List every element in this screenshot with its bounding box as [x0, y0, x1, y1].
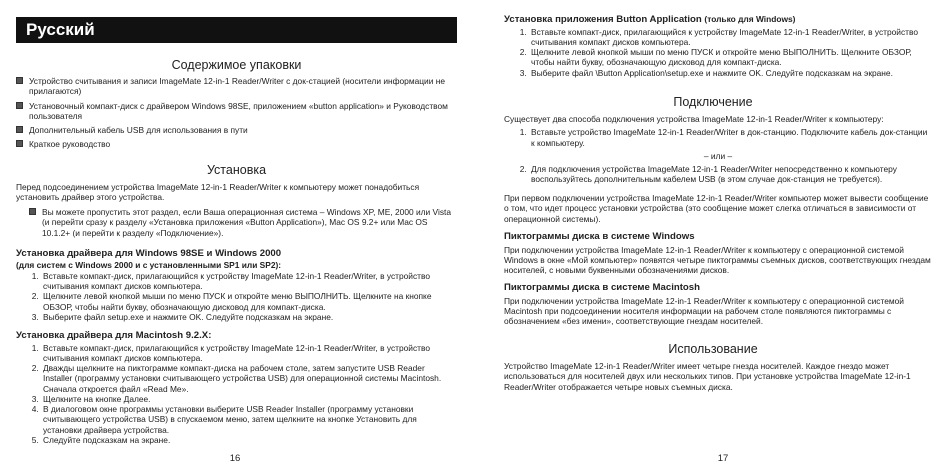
list-item: Краткое руководство [16, 139, 454, 149]
win-icons-section: Пиктограммы диска в системе Windows При подключении устройства ImageMate 12-in-1 Reader/Writer к компьютеру с операционной системой Windows в окне «Мой компьютер» появятся четыре пиктограммы съемных дисков, соответствующих гнездам носителей, с новыми буквенными обозначениями дисков. [504, 231, 931, 276]
usage-heading: Использование [668, 342, 758, 356]
list-item: 3. Выберите файл \Button Application\setup.exe и нажмите OK. Следуйте подсказкам на экране. [529, 68, 932, 78]
usage-text: Устройство ImageMate 12-in-1 Reader/Writer имеет четыре гнезда носителей. Каждое гнездо может использоваться для носителей двух или нескольких типов. При установке устройства ImageMate 12-in-1 Reader/Writer отображается четыре новых съемных диска. [504, 361, 911, 392]
bullet-square-icon [29, 208, 36, 215]
mac-icons-section: Пиктограммы диска в системе Macintosh При подключении устройства ImageMate 12-in-1 Reader/Writer к компьютеру с операционной системой Macintosh при подсоединении носителя информации на рабочем столе появляются пиктограммы с обозначением «без имени», соответствующие гнездам носителей. [504, 282, 932, 326]
language-banner: Русский [16, 17, 457, 43]
list-item: 1. Вставьте устройство ImageMate 12-in-1 Reader/Writer в док-станцию. Подключите кабель док-станции к компьютеру. [529, 127, 932, 148]
bullet-square-icon [16, 140, 23, 147]
list-item: Установочный компакт-диск с драйвером Windows 98SE, приложением «button application» и Руководством пользователя [16, 101, 454, 122]
list-item: 1. Вставьте компакт-диск, прилагающийся к устройству ImageMate 12-in-1 Reader/Writer, в устройство считывания компакт дисков компьютера. [41, 271, 454, 292]
mac-driver-steps [16, 343, 454, 446]
win-driver-steps [16, 271, 454, 322]
connect-section: Существует два способа подключения устройства ImageMate 12-in-1 Reader/Writer к компьютеру: 1. Вставьте устройство ImageMate 12-in-1 Reader/Writer в док-станцию. Подключите кабель док-станции к компьютеру. – или – 2. Для подключения устройства ImageMate 12-in-1 Reader/Writer непосредственно к компьютеру воспользуйтесь дополнительным кабелем USB (в этом случае док-станция не требуется). [504, 114, 932, 185]
connect-steps [504, 127, 932, 148]
install-heading: Установка [206, 163, 267, 177]
skip-note: Вы можете пропустить этот раздел, если Ваша операционная система – Windows XP, ME, 2000 или Vista (и перейти сразу к разделу «Установка приложения «Button Application»), Mac OS 9.2+ или Mac OS 10.1.2+ (и перейти к разделу «Подключение»). [16, 207, 454, 242]
or-divider: – или – [703, 150, 733, 161]
right-page [475, 0, 950, 467]
contents-heading: Содержимое упаковки [171, 58, 302, 72]
page-number: 17 [717, 453, 729, 464]
list-item: 2. Дважды щелкните на пиктограмме компакт-диска на рабочем столе, затем запустите USB Reader Installer (программу установки считывающего устройства USB) для операционной системы Macintosh. Сначала откроется файл «Read Me». [41, 363, 454, 394]
list-item: Дополнительный кабель USB для использования в пути [16, 125, 454, 135]
list-item: 5. Следуйте подсказкам на экране. [41, 435, 454, 445]
button-app-heading: Установка приложения Button Application (только для Windows) [504, 14, 796, 25]
mac-icons-heading: Пиктограммы диска в системе Macintosh [504, 282, 700, 293]
list-item: Устройство считывания и записи ImageMate 12-in-1 Reader/Writer с док-стацией (носители информации не прилагаются) [16, 76, 454, 97]
list-item: 1. Вставьте компакт-диск, прилагающийся к устройству ImageMate 12-in-1 Reader/Writer, в устройство считывания компакт дисков компьютера. [41, 343, 454, 364]
connect-heading: Подключение [673, 95, 753, 109]
first-connect-text: При первом подключении устройства ImageMate 12-in-1 Reader/Writer компьютер может вывести сообщение о том, что идет процесс установки устройства (это сообщение может слегка отличаться в зависимости от операционной системы). [504, 193, 929, 224]
bullet-square-icon [16, 102, 23, 109]
bullet-square-icon [16, 77, 23, 84]
install-intro: Перед подсоединением устройства ImageMate 12-in-1 Reader/Writer к компьютеру может понадобиться установить драйвер этого устройства. [16, 182, 420, 203]
win-icons-heading: Пиктограммы диска в системе Windows [504, 231, 695, 242]
list-item: 3. Выберите файл setup.exe и нажмите OK. Следуйте подсказкам на экране. [41, 312, 454, 322]
list-item: 2. Для подключения устройства ImageMate 12-in-1 Reader/Writer непосредственно к компьютеру воспользуйтесь дополнительным кабелем USB (в этом случае док-станция не требуется). [529, 164, 932, 185]
list-item: 4. В диалоговом окне программы установки выберите USB Reader Installer (программу установки считывающего устройства USB) в спускаемом меню, затем щелкните на кнопке Установить для установки драйвера устройства. [41, 404, 454, 435]
win-driver-section [16, 248, 454, 322]
win-driver-heading: Установка драйвера для Windows 98SE и Windows 2000 [16, 248, 282, 259]
contents-list [16, 76, 454, 154]
mac-driver-heading: Установка драйвера для Macintosh 9.2.X: [16, 330, 212, 341]
button-app-steps [504, 27, 932, 78]
mac-driver-section [16, 330, 454, 445]
button-app-section [504, 14, 932, 78]
list-item: 2. Щелкните левой кнопкой мыши по меню ПУСК и откройте меню ВЫПОЛНИТЬ. Щелкните на кнопке ОБЗОР, чтобы найти букву, обозначающую дисковод для компакт-диска. [41, 291, 454, 312]
list-item: 1. Вставьте компакт-диск, прилагающийся к устройству ImageMate 12-in-1 Reader/Writer, в устройство считывания компакт дисков компьютера. [529, 27, 932, 48]
list-item: 2. Щелкните левой кнопкой мыши по меню ПУСК и откройте меню ВЫПОЛНИТЬ. Щелкните ОБЗОР, чтобы найти букву, обозначающую дисковод для компакт-диска. [529, 47, 932, 68]
bullet-square-icon [16, 126, 23, 133]
connect-steps-2 [504, 164, 932, 185]
list-item: 3. Щелкните на кнопке Далее. [41, 394, 454, 404]
win-driver-subheading: (для систем с Windows 2000 и с установленными SP1 или SP2): [16, 259, 282, 270]
page-number: 16 [229, 453, 241, 464]
